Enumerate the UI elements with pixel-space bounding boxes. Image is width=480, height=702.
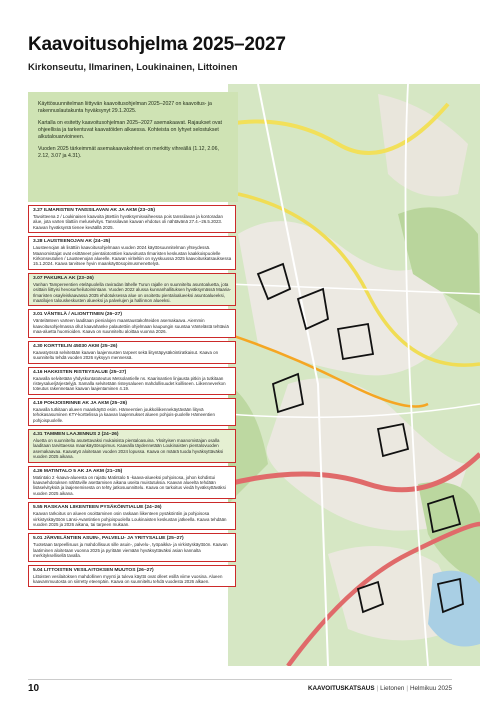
plan-entry-title: 4.26 MATINTALO 5 AK JA AKM (21–25) <box>33 468 123 474</box>
page-title: Kaavoitusohjelma 2025–2027 <box>28 34 286 55</box>
plan-entry-title: 5.01 JÄRVELÄNTIEN ASUIN-, PALVELU- JA YRITYSALUE (25–27) <box>33 536 184 542</box>
page-number: 10 <box>28 683 40 694</box>
plan-entry <box>28 309 236 337</box>
plan-entry-text: Väntelänteen varteen laaditaan pienialojen maantaustakohteiden asemakaava. Aiemmin kaavoitusohjelmassa ollut kaavahanke palautettiin ohjelmaan kaupungin suuntaa Väntelästä tehtäviä maa-aluetta huomioiden. Kaava on suunniteltu aloittaa vuonna 2026. <box>33 318 229 335</box>
plan-entry-text: Tavoitteena 2 / Loukinaisen kaavoita jätettiin hyväksymisvaiheessa pois tanssilavan ja kontoradan alue, jota varten tilattiin meluselvitys. Tanssilavan kaavan ehdotus oli nähtävänä 27.4.–26.5.2023. Kaavan hyväksyntä tienee keväällä 2025. <box>33 214 223 230</box>
plan-entry <box>28 205 236 233</box>
plan-entry-text: Kaavalla selvitetään yhdyskuntatoteutus Metsolantielle ns. Kaarinantien linjausta pitkin ja tutkitaan risteysalue/järjestelyjä. Samalla selvitetään risteysalueen mahdollisuudet koilliseen. Liikenneverkon toteutus rakennetaan kaavan laajentaminen 4.19. <box>33 375 226 392</box>
municipality-name: Lietonen <box>380 685 405 692</box>
page-subtitle: Kirkonseutu, Ilmarinen, Loukinainen, Littoinen <box>28 62 238 73</box>
publication-name: KAAVOITUSKATSAUS <box>307 685 375 692</box>
plan-entry-text: Tuotetaan tarpeellisuus ja mahdollisuus sille asuin-, palvelu-, työpaikka- ja virkistyskäyttöön. Kaavan laatiminen aloitetaan vuonna 2025 ja pyritään viemään hyväksyttäväksi asian kannalta merkityksellisellä tavalla. <box>33 542 228 559</box>
plan-entry <box>28 273 236 307</box>
plan-entry-title: 4.19 POHJOISRINNE AK JA AKM (25–26) <box>33 400 128 406</box>
publication-date: Helmikuu 2025 <box>409 685 452 692</box>
plan-entry-title: 4.31 TAMMEN LAAJENNUS 2 (24–26) <box>33 431 119 437</box>
plan-entry <box>28 429 236 463</box>
plan-entry-text: Vanhan Tampereentien eteläpuolella raviradan lähelle Turun rajalle on suunniteltu asuntoaluetta, jota osittain liittyisi hevosurheilutoimintaan. Vuoden 2022 alussa kunnanhallituksen hyväksymässä Maaria-Ilmaristen osayleiskaavassa 2035 ehdotuksessa alue on osoitettu pientaloalueeksi asuntoalueeksi, maatilojen talouskeskusten alueeksi ja palvelujen ja hallinnon alueeksi. <box>33 281 232 304</box>
plan-entry-text: Lausteenojan ak lisättiin kaavoitusohjelmaan vuoden 2024 käyttösuunnitelman yhteydessä. Maanomistajat ovat esittäneet pientalotonttien kaavoitusta Ilmaristen keskustan kaakkoispuolelle Kirkonseutulien / Lausteenojan alueelle. Kaavan viriteltiin on syyskuussa 2025 kaavoituskatsauksessa 15.1.2024. Kaava tarvitsee hyvin maankäyttösopimusmenettelyä. <box>33 245 232 267</box>
plan-entry-title: 3.28 LAUSTEENOJAN AK (24–25) <box>33 239 111 245</box>
zoning-map <box>228 84 480 666</box>
intro-paragraph: Käyttösuunnitelman liittyvän kaavoitusohjelman 2025–2027 on kaavoitus- ja rakennuslautakunta hyväksynyt 29.1.2025. <box>38 101 212 114</box>
plan-entry-title: 3.07 PAKURLA AK (23–26) <box>33 275 94 281</box>
plan-entry <box>28 466 236 500</box>
plan-entry-text: Kaavan tarkoitus on alueen osoittaminen osin raskaan liikenteen pysäköintiin ja pohjoisosa virkistyskäyttöön Länsi-Avantintien pohjoispuolella Loukinaisten keskustan jatkeella. Kaava tehdään vuoden 2025 ja 2026 aikana, tai tarpeen mukaan. <box>33 511 227 527</box>
plan-entry-text: Matintalo 2 -kaava-alueesta on rajattu Matintalo 5 -kaava-alueeksi pohjoisosa, johon kohdistui kaavaehdotuksen nähtäville asettamisen aikana useita muistutuksia. Kaavan alueelta tehdään lisäselvityksiä ja laajenemisesta on tehty jatkosuunnittelu. Kaava on tarkoitus viedä hyväksyttäväksi vuoden 2025 aikana. <box>33 474 226 496</box>
plan-entry-title: 4.16 HAKKISTEN RISTEYSALUE (25–27) <box>33 369 127 375</box>
plan-entry-title: 4.30 KORTTELIN 45030 AKM (25–26) <box>33 343 118 349</box>
plan-entry <box>28 565 236 588</box>
intro-paragraph: Kartalla on esitetty kaavoitusohjelman 2025–2027 asemakaavat. Rajaukset ovat ohjeellisia ja tarkentuvat kaavatöiden alkaessa. Kohteista on lyhyet selostukset alkutalouarvioineen. <box>38 120 222 140</box>
plan-entry-text: Littoisten vesilaitoksen mahdollinen myynti ja tuleva käyttö ovat olleet esillä viime vuosina. Alueen kaavammuutosta on siirretty eteenpäin. Kaava on suunniteltu tehdä vuodesta 2026 alkaen. <box>33 573 223 585</box>
intro-paragraph: Vuoden 2025 tärkeimmät asemakaavakohteet on merkitty vihreällä (1.12, 2.06, 2.12, 3.07 ja 4.31). <box>38 146 219 159</box>
plan-entry <box>28 236 236 270</box>
plan-entry-text: Aluetta on suunniteltu asutettavaksi mukaisista pientaloasuina. Yksityisen maanomistajan osalla laaditaan tarvittaessa maankäyttösopimus. Kaavalla täydennetään Loukinaisten pientalovuoden asemakaavaa. Kaavatyö aloitetaan vuoden 2024 lopussa. Kaava on määrä tuoda hyväksyttäväksi vuoden 2025 aikana. <box>33 437 224 460</box>
plan-entry-title: 3.27 ILMARISTEN TANSSILAVAN AK JA AKM (23–25) <box>33 208 156 213</box>
plan-entry <box>28 502 236 530</box>
intro-box <box>28 92 238 202</box>
plan-entry-text: Kaavalla tutkitaan alueen maankäyttö esim. Hämeentien joukkoliikennekäytävään liityvä tehokasasuminen KTY-korttelissa ja kaavan laajennukset alueen pohjois-puolelle Hämeentien pohjoispuolelle. <box>33 406 215 423</box>
footer-info <box>308 685 452 692</box>
plan-entry <box>28 367 236 395</box>
plan-entry-title: 5.04 LITTOISTEN VESILAITOKSEN MUUTOS (26–27) <box>33 567 154 573</box>
plan-entry <box>28 341 236 364</box>
plan-entry <box>28 533 236 561</box>
footer-separator: | <box>376 685 379 692</box>
plan-entry <box>28 398 236 426</box>
footer-divider <box>28 679 452 680</box>
plan-list <box>28 205 236 590</box>
plan-entry-title: 5.55 RASKAAN LIIKENTEEN PYSÄKÖINTIALUE (24–26) <box>33 505 162 511</box>
plan-entry-text: Kaavatyössä selvitetään kaavan laajennusten tarpeet sekä liityntäpysäköintiratkaisut. Kaava on suunniteltu tehdä vuoden 2026 syksyyn mennessä. <box>33 349 219 361</box>
map-graphic <box>228 84 480 666</box>
footer-separator: | <box>406 685 408 692</box>
plan-entry-title: 3.01 VÄNTELÄ / ALIONTTINEN (26–27) <box>33 312 122 318</box>
